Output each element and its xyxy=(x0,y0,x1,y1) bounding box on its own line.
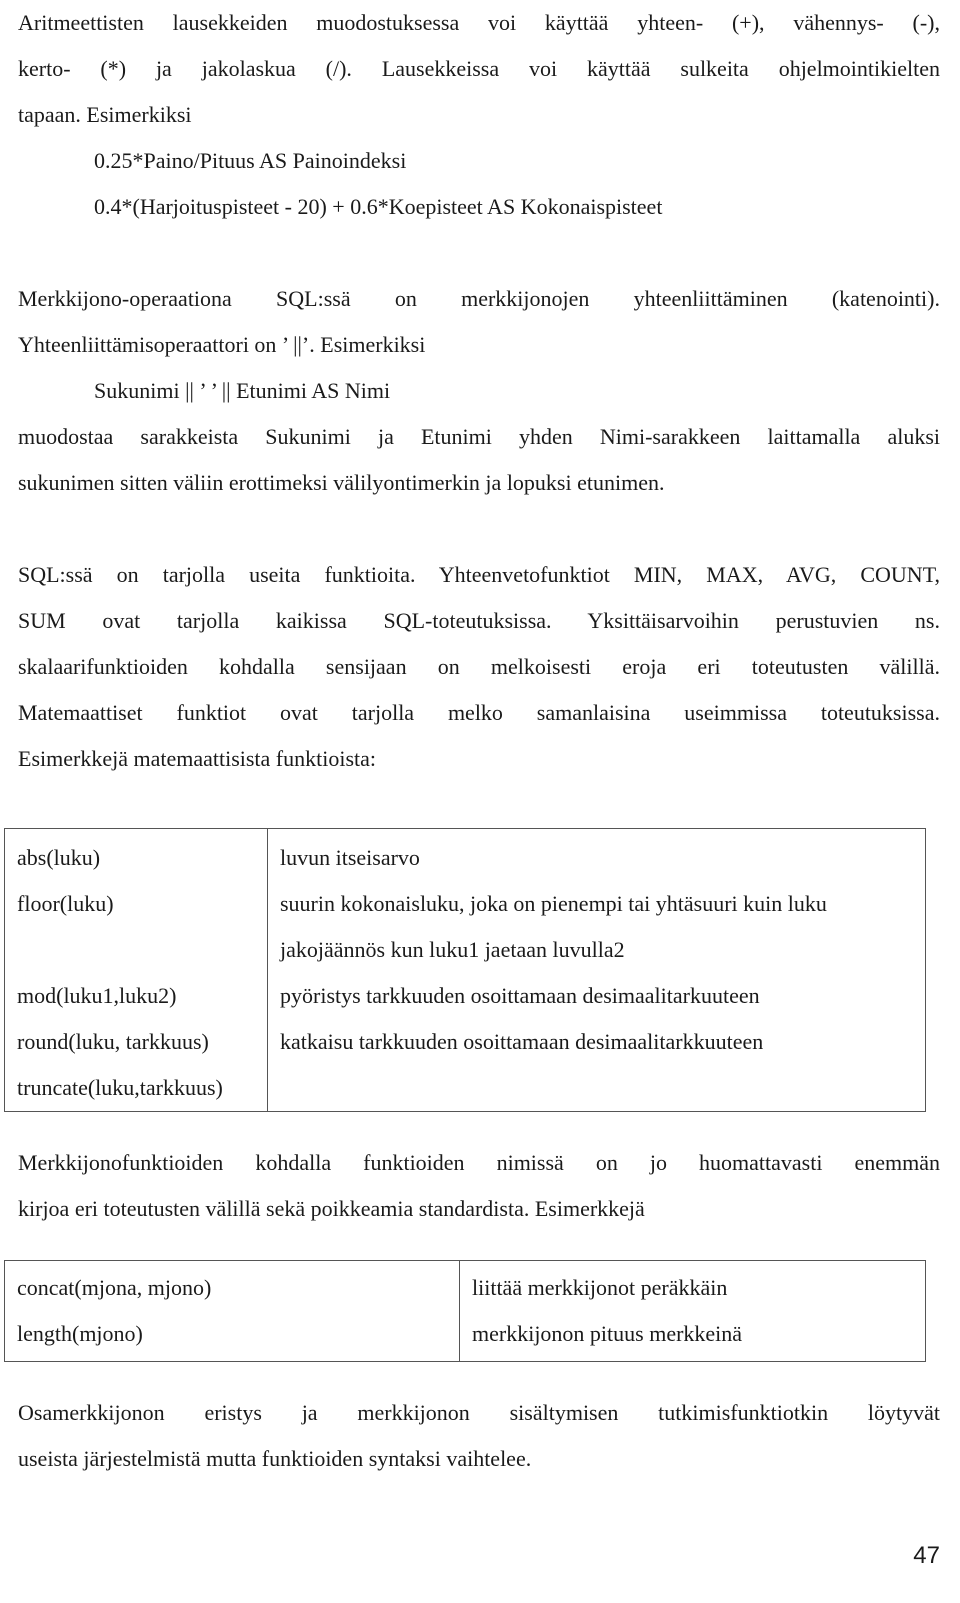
func-name: round(luku, tarkkuus) xyxy=(17,1029,209,1054)
code-example-concat: Sukunimi || ’ ’ || Etunimi AS Nimi xyxy=(94,378,391,403)
para3-line2: SUM ovat tarjolla kaikissa SQL-toteutuksissa. Yksittäisarvoihin perustuvien ns. xyxy=(18,608,940,633)
table-row xyxy=(5,1261,926,1362)
func-name: length(mjono) xyxy=(17,1321,143,1346)
func-desc: luvun itseisarvo xyxy=(280,845,420,870)
document-page xyxy=(18,0,940,1482)
para1-line1: Aritmeettisten lausekkeiden muodostuksessa voi käyttää yhteen- (+), vähennys- (-), xyxy=(18,10,940,35)
para3-line4: Matemaattiset funktiot ovat tarjolla melko samanlaisina useimmissa toteutuksissa. xyxy=(18,700,940,725)
func-desc: liittää merkkijonot peräkkäin xyxy=(472,1275,728,1300)
code-example-kokonaispisteet: 0.4*(Harjoituspisteet - 20) + 0.6*Koepisteet AS Kokonaispisteet xyxy=(94,194,663,219)
func-name: concat(mjona, mjono) xyxy=(17,1275,212,1300)
func-name: abs(luku) xyxy=(17,845,101,870)
func-desc: jakojäännös kun luku1 jaetaan luvulla2 xyxy=(280,937,625,962)
func-name: mod(luku1,luku2) xyxy=(17,983,177,1008)
code-example-painoindeksi: 0.25*Paino/Pituus AS Painoindeksi xyxy=(94,148,407,173)
func-desc: katkaisu tarkkuuden osoittamaan desimaalitarkkuuteen xyxy=(280,1029,764,1054)
para4-line2: kirjoa eri toteutusten välillä sekä poikkeamia standardista. Esimerkkejä xyxy=(18,1196,645,1221)
table-row xyxy=(5,829,926,1112)
para3-line5: Esimerkkejä matemaattisista funktioista: xyxy=(18,746,377,771)
para2-line2: Yhteenliittämisoperaattori on ’ ||’. Esimerkiksi xyxy=(18,332,426,357)
func-desc: merkkijonon pituus merkkeinä xyxy=(472,1321,743,1346)
para3-line3: skalaarifunktioiden kohdalla sensijaan on melkoisesti eroja eri toteutusten välillä. xyxy=(18,654,940,679)
para5-line1: Osamerkkijonon eristys ja merkkijonon sisältymisen tutkimisfunktiotkin löytyvät xyxy=(18,1400,940,1425)
page-number: 47 xyxy=(913,1542,940,1569)
para4-line1: Merkkijonofunktioiden kohdalla funktioiden nimissä on jo huomattavasti enemmän xyxy=(18,1150,940,1175)
para2-line3: muodostaa sarakkeista Sukunimi ja Etunimi yhden Nimi-sarakkeen laittamalla aluksi xyxy=(18,424,940,449)
para3-line1: SQL:ssä on tarjolla useita funktioita. Yhteenvetofunktiot MIN, MAX, AVG, COUNT, xyxy=(18,562,940,587)
para1-line2: kerto- (*) ja jakolaskua (/). Lausekkeissa voi käyttää sulkeita ohjelmointikielten xyxy=(18,56,940,81)
func-name: truncate(luku,tarkkuus) xyxy=(17,1075,223,1100)
func-name: floor(luku) xyxy=(17,891,114,916)
para5-line2: useista järjestelmistä mutta funktioiden syntaksi vaihtelee. xyxy=(18,1446,532,1471)
para1-line3: tapaan. Esimerkiksi xyxy=(18,102,192,127)
string-functions-table xyxy=(4,1260,926,1362)
func-desc: suurin kokonaisluku, joka on pienempi tai yhtäsuuri kuin luku xyxy=(280,891,827,916)
func-desc: pyöristys tarkkuuden osoittamaan desimaalitarkuuteen xyxy=(280,983,760,1008)
para2-line4: sukunimen sitten väliin erottimeksi välilyontimerkin ja lopuksi etunimen. xyxy=(18,470,665,495)
math-functions-table xyxy=(4,828,926,1112)
para2-line1: Merkkijono-operaationa SQL:ssä on merkkijonojen yhteenliittäminen (katenointi). xyxy=(18,286,940,311)
